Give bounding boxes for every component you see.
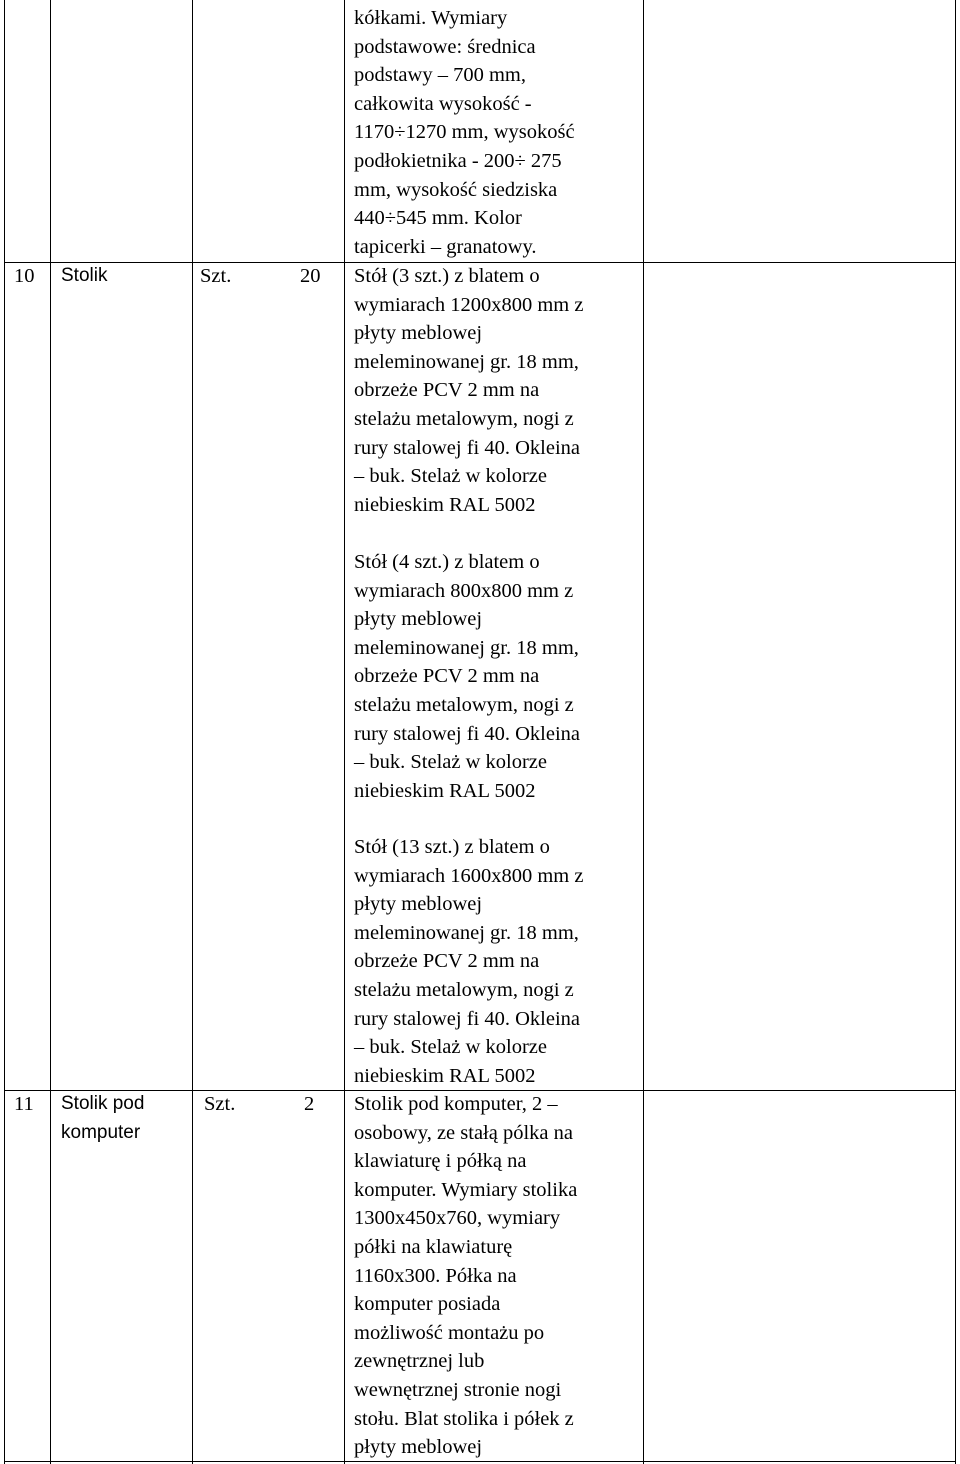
row-11-item-name: Stolik pod komputer <box>61 1093 145 1143</box>
row-11-quantity: 2 <box>304 1093 315 1115</box>
row-10-description-1: Stół (3 szt.) z blatem o wymiarach 1200x800 mm z płyty meblowej meleminowanej gr. 18 mm, obrzeże PCV 2 mm na stelażu metalowym, nogi z rury stalowej fi 40. Okleina – buk. Stelaż w kolorze niebieskim RAL 5002 <box>354 265 584 516</box>
row-10-number: 10 <box>14 265 35 287</box>
row-10-item-name: Stolik <box>61 265 108 286</box>
row-10-description-2: Stół (4 szt.) z blatem o wymiarach 800x800 mm z płyty meblowej meleminowanej gr. 18 mm, obrzeże PCV 2 mm na stelażu metalowym, nogi z rury stalowej fi 40. Okleina – buk. Stelaż w kolorze niebieskim RAL 5002 <box>354 551 581 802</box>
row-11-description: Stolik pod komputer, 2 – osobowy, ze stałą pólka na klawiaturę i półką na komputer. Wymiary stolika 1300x450x760, wymiary półki na klawiaturę 1160x300. Półka na komputer posiada możliwość montażu po zewnętrznej lub wewnętrznej stronie nogi stołu. Blat stolika i półek z płyty meblowej <box>354 1093 578 1459</box>
row-11-number: 11 <box>14 1093 34 1115</box>
column-divider-qty <box>344 0 345 1464</box>
table-border-right <box>955 0 956 1464</box>
row-continued-description: kółkami. Wymiary podstawowe: średnica podstawy – 700 mm, całkowita wysokość - 1170÷1270 mm, wysokość podłokietnika - 200÷ 275 mm, wysokość siedziska 440÷545 mm. Kolor tapicerki – granatowy. <box>354 7 575 258</box>
row-10-unit: Szt. <box>200 265 232 287</box>
row-10-quantity: 20 <box>300 265 321 287</box>
column-divider-unit <box>192 0 193 1464</box>
column-divider-name <box>50 0 51 1464</box>
column-divider-desc <box>643 0 644 1464</box>
row-10-description-3: Stół (13 szt.) z blatem o wymiarach 1600x800 mm z płyty meblowej meleminowanej gr. 18 mm, obrzeże PCV 2 mm na stelażu metalowym, nogi z rury stalowej fi 40. Okleina – buk. Stelaż w kolorze niebieskim RAL 5002 <box>354 836 584 1087</box>
row-11-unit: Szt. <box>204 1093 236 1115</box>
table-border-left <box>4 0 5 1464</box>
